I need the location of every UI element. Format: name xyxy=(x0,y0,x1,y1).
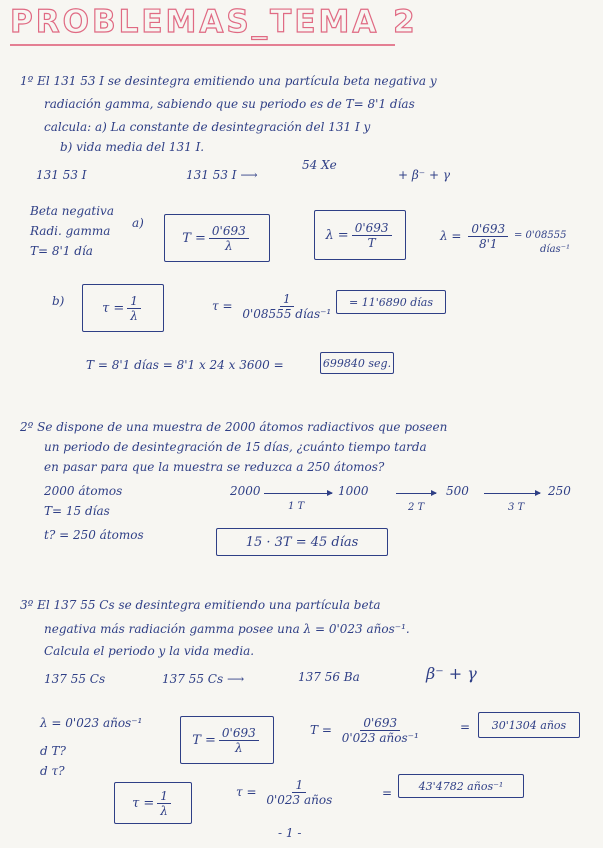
page-title: PROBLEMAS_TEMA 2 xyxy=(10,4,418,40)
p3-note-2: d T? xyxy=(40,744,66,758)
p2-statement-line-1: 2º Se dispone de una muestra de 2000 átomos radiactivos que poseen xyxy=(20,420,448,434)
p1-box1-num: 0'693 xyxy=(209,224,249,239)
p3-box2-num: 0'693 xyxy=(360,716,400,731)
p1-lambda-unit: días⁻¹ xyxy=(540,244,570,255)
p1-box2-den: T xyxy=(367,235,376,250)
p2-chain-value-4: 250 xyxy=(548,484,571,498)
p3-period-result: 30'1304 años xyxy=(478,712,580,738)
p1-statement-line-1: 1º El 131 53 I se desintegra emitiendo una partícula beta negativa y xyxy=(20,74,437,88)
p3-box1-lhs: T = xyxy=(192,732,216,748)
p1-formula-box-period xyxy=(164,214,270,262)
p1-reaction-isotope: 131 53 I xyxy=(36,168,87,182)
p3-meanlife-result: 43'4782 años⁻¹ xyxy=(398,774,524,798)
p1-box1-lhs: T = xyxy=(182,230,206,246)
p1-statement-line-3: calcula: a) La constante de desintegración del 131 I y xyxy=(44,120,371,134)
p2-chain-label-3: 3 T xyxy=(508,502,525,513)
p2-statement-line-3: en pasar para que la muestra se reduzca a 250 átomos? xyxy=(44,460,385,474)
p2-chain-arrow-3 xyxy=(484,493,540,494)
p1-statement-line-2: radiación gamma, sabiendo que su periodo es de T= 8'1 días xyxy=(44,97,415,111)
p1-seconds-result: 699840 seg. xyxy=(320,352,394,374)
p2-note-1: 2000 átomos xyxy=(44,484,123,498)
p2-chain-value-3: 500 xyxy=(446,484,469,498)
p3-box4-lhs: τ = xyxy=(236,785,257,799)
p1-seconds-calc: T = 8'1 días = 8'1 x 24 x 3600 = xyxy=(86,358,284,372)
p1-reaction-product: 54 Xe xyxy=(302,158,337,172)
p3-formula-box-period xyxy=(180,716,274,764)
p1-part-b-label: b) xyxy=(52,294,65,308)
p1-box1-den: λ xyxy=(225,238,233,253)
p1-box4-num: 1 xyxy=(280,292,294,307)
p1-calc-den: 8'1 xyxy=(478,237,498,251)
p1-box2-num: 0'693 xyxy=(352,221,392,236)
p3-box4-den: 0'023 años xyxy=(266,793,333,807)
p3-period-calc xyxy=(310,716,425,745)
p3-meanlife-calc xyxy=(236,778,338,807)
p3-box3-num: 1 xyxy=(157,789,171,804)
p2-chain-label-2: 2 T xyxy=(408,502,425,513)
p3-reaction-reactant: 137 55 Cs ⟶ xyxy=(162,672,245,686)
p1-box4-den: 0'08555 días⁻¹ xyxy=(242,307,332,321)
p1-box3-den: λ xyxy=(130,308,138,323)
p1-box3-lhs: τ = xyxy=(102,300,125,316)
p3-formula-box-meanlife xyxy=(114,782,192,824)
p3-reaction-product: 137 56 Ba xyxy=(298,670,360,684)
p3-reaction-particles: β⁻ + γ xyxy=(426,664,477,683)
p1-formula-box-lambda xyxy=(314,210,406,260)
p3-statement-line-1: 3º El 137 55 Cs se desintegra emitiendo una partícula beta xyxy=(20,598,381,612)
p3-box4-num: 1 xyxy=(292,778,306,793)
p3-reaction-isotope: 137 55 Cs xyxy=(44,672,106,686)
p1-box4-lhs: τ = xyxy=(212,299,233,313)
p3-box2-den: 0'023 años⁻¹ xyxy=(341,731,419,745)
p2-note-2: T= 15 días xyxy=(44,504,110,518)
p1-note-2: Radi. gamma xyxy=(30,224,111,238)
p1-note-1: Beta negativa xyxy=(30,204,114,218)
p2-chain-value-1: 2000 xyxy=(230,484,261,498)
p2-chain-arrow-2 xyxy=(396,493,436,494)
p1-box2-lhs: λ = xyxy=(325,227,349,243)
p1-statement-line-4: b) vida media del 131 I. xyxy=(60,140,205,154)
p3-box2-lhs: T = xyxy=(310,723,332,737)
p1-lambda-result: = 0'08555 xyxy=(514,230,567,241)
p3-box3-den: λ xyxy=(160,803,168,818)
p2-note-3: t? = 250 átomos xyxy=(44,528,144,542)
p1-calc-lhs: λ = xyxy=(440,229,462,243)
p2-chain-value-2: 1000 xyxy=(338,484,369,498)
p3-note-1: λ = 0'023 años⁻¹ xyxy=(40,716,143,730)
p3-statement-line-2: negativa más radiación gamma posee una λ = 0'023 años⁻¹. xyxy=(44,622,410,636)
p1-box3-num: 1 xyxy=(127,294,141,309)
p2-statement-line-2: un periodo de desintegración de 15 días, ¿cuánto tiempo tarda xyxy=(44,440,427,454)
p3-meanlife-equals: = xyxy=(382,786,393,800)
p1-calc-num: 0'693 xyxy=(468,222,508,237)
title-underline xyxy=(10,44,395,46)
page-number: - 1 - xyxy=(278,826,302,840)
p3-box1-den: λ xyxy=(235,740,243,755)
p3-note-3: d τ? xyxy=(40,764,65,778)
p1-formula-box-meanlife xyxy=(82,284,164,332)
p1-part-a-label: a) xyxy=(132,216,144,230)
p1-meanlife-result: = 11'6890 días xyxy=(336,290,446,314)
p3-box1-num: 0'693 xyxy=(219,726,259,741)
p3-period-equals: = xyxy=(460,720,471,734)
p1-reaction-particles: + β⁻ + γ xyxy=(398,168,450,182)
p1-reaction-reactant: 131 53 I ⟶ xyxy=(186,168,258,182)
p3-statement-line-3: Calcula el periodo y la vida media. xyxy=(44,644,255,658)
p2-chain-label-1: 1 T xyxy=(288,501,305,512)
p1-meanlife-calc xyxy=(212,292,337,321)
p1-lambda-calc xyxy=(440,222,511,251)
p1-note-3: T= 8'1 día xyxy=(30,244,93,258)
p3-box3-lhs: τ = xyxy=(132,795,155,811)
p2-chain-arrow-1 xyxy=(264,493,332,494)
p2-answer-box: 15 · 3T = 45 días xyxy=(216,528,388,556)
